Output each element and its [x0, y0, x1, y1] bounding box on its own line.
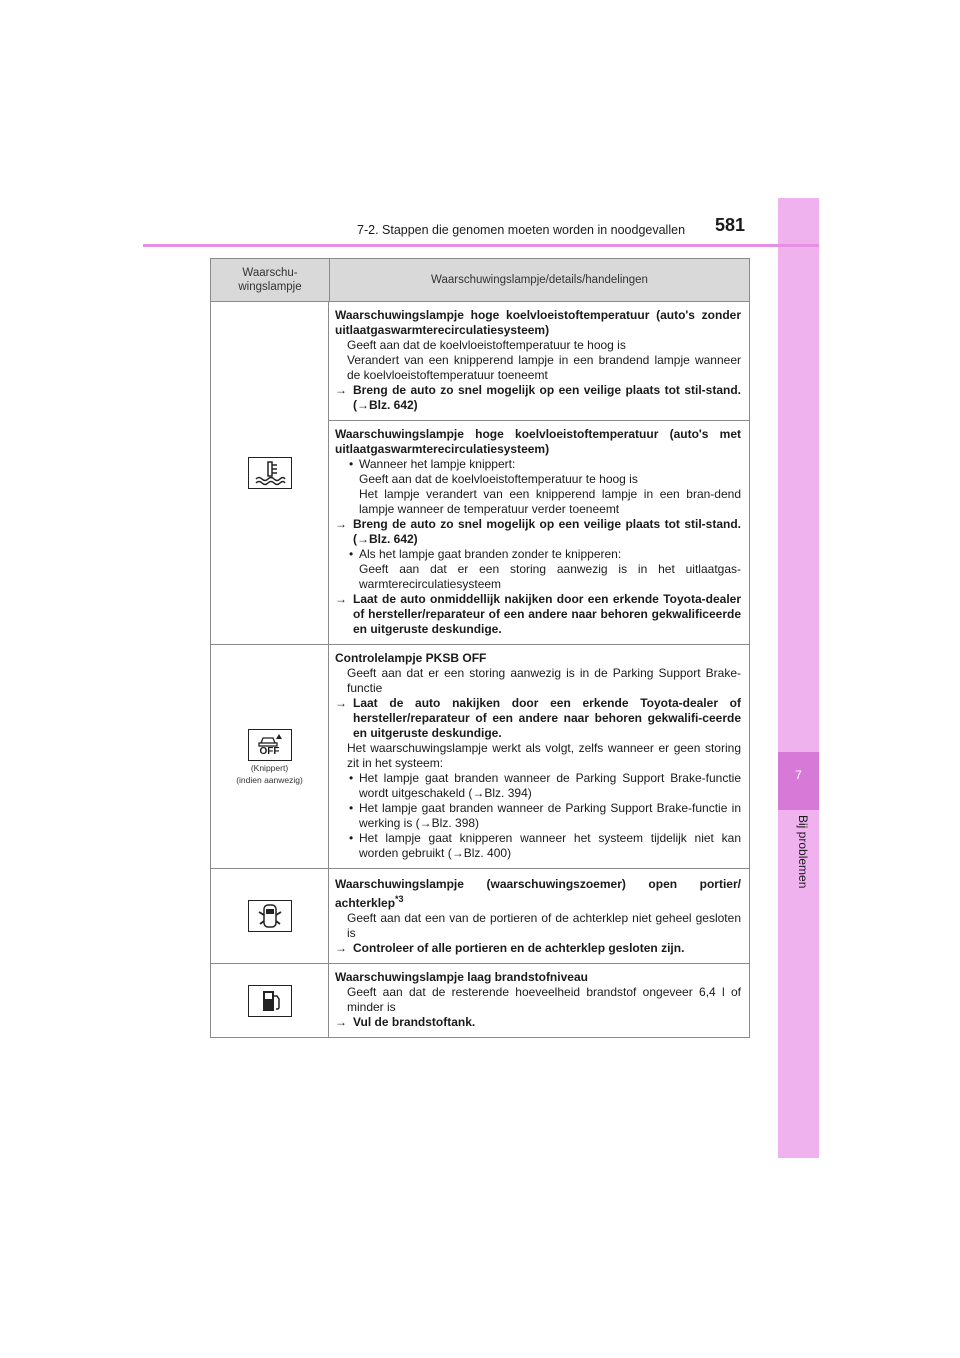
action-text: Laat de auto onmiddellijk nakijken door een erkende Toyota-dealer of hersteller/reparateur of een andere naar behoren gekwalificeerde en uitgeruste deskundige.	[353, 592, 741, 636]
col-header-lamp	[211, 259, 330, 301]
bullet-item: • Als het lampje gaat branden zonder te knipperen:	[349, 547, 622, 561]
warning-lights-table	[210, 258, 750, 1038]
entry-text: Verandert van een knipperend lampje in een brandend lampje wanneer de koelvloeistoftemperatuur toeneemt	[347, 353, 741, 382]
action-text: Breng de auto zo snel mogelijk op een veilige plaats tot stil-stand. (→Blz. 642)	[353, 517, 741, 546]
entry-title	[335, 877, 741, 911]
entry-title: Waarschuwingslampje laag brandstofniveau	[335, 970, 588, 984]
entry-text: Geeft aan dat een van de portieren of de achterklep niet geheel gesloten is	[347, 911, 741, 940]
bullet-item: • Wanneer het lampje knippert:	[349, 457, 516, 471]
action-item	[335, 941, 741, 956]
bullet-item: • Het lampje gaat branden wanneer de Parking Support Brake-functie wordt uitgeschakeld (→Blz. 394)	[349, 771, 741, 800]
action-text: Controleer of alle portieren en de achterklep gesloten zijn.	[353, 941, 685, 955]
open-door-icon	[248, 900, 292, 932]
section-title: 7-2. Stappen die genomen moeten worden in noodgevallen	[357, 223, 686, 237]
entry-text: Geeft aan dat de koelvloeistoftemperatuur te hoog is	[347, 338, 626, 352]
coolant-no-egr-entry	[329, 302, 749, 420]
chapter-label: Bij problemen	[796, 815, 810, 889]
bullet-text: Het lampje gaat knipperen wanneer het systeem tijdelijk niet kan worden gebruikt (→Blz. 400)	[359, 831, 741, 860]
open-door-entry	[329, 869, 749, 963]
details-cell	[329, 302, 749, 644]
bullet-text: Wanneer het lampje knippert:	[359, 457, 516, 471]
if-equipped-note: (indien aanwezig)	[236, 774, 303, 785]
chapter-number: 7	[795, 768, 802, 782]
bullet-item: • Het lampje gaat branden wanneer de Parking Support Brake-functie in werking is (→Blz. 398)	[349, 801, 741, 830]
entry-text: Geeft aan dat de koelvloeistoftemperatuur te hoog is	[359, 472, 638, 486]
blink-note: (Knippert)	[250, 762, 289, 773]
table-header	[211, 259, 749, 302]
action-item	[335, 383, 741, 413]
pksb-off-text: OFF	[259, 745, 280, 757]
icon-cell	[211, 869, 329, 963]
table-row	[211, 302, 749, 645]
fuel-pump-icon	[248, 985, 292, 1017]
action-item	[335, 696, 741, 741]
action-text: Laat de auto nakijken door een erkende Toyota-dealer of hersteller/reparateur of een andere naar behoren gekwalifi-ceerde en uitgeruste deskundige.	[353, 696, 741, 740]
entry-title: Controlelampje PKSB OFF	[335, 651, 487, 665]
table-row	[211, 645, 749, 869]
pksb-entry	[329, 645, 749, 868]
action-text: Vul de brandstoftank.	[353, 1015, 476, 1029]
entry-text: Geeft aan dat er een storing aanwezig is in het uitlaatgas-warmterecirculatiesysteem	[359, 562, 741, 591]
arrow-symbol: →	[335, 696, 347, 710]
arrow-symbol: →	[335, 383, 347, 397]
coolant-temperature-icon	[248, 457, 292, 489]
coolant-egr-entry	[329, 420, 749, 644]
details-cell	[329, 869, 749, 963]
bullet-item: • Het lampje gaat knipperen wanneer het systeem tijdelijk niet kan worden gebruikt (→Blz. 400)	[349, 831, 741, 860]
entry-title: Waarschuwingslampje hoge koelvloeistoftemperatuur (auto's zonder uitlaatgaswarmterecirculatiesysteem)	[335, 308, 741, 337]
entry-text: Het lampje verandert van een knipperend lampje in een bran-dend lampje wanneer de temperatuur verder toeneemt	[359, 487, 741, 516]
table-row	[211, 869, 749, 964]
details-cell	[329, 645, 749, 868]
details-cell	[329, 964, 749, 1037]
action-text: Breng de auto zo snel mogelijk op een veilige plaats tot stil-stand. (→Blz. 642)	[353, 383, 741, 412]
icon-cell	[211, 302, 329, 644]
entry-text: Geeft aan dat de resterende hoeveelheid brandstof ongeveer 6,4 l of minder is	[347, 985, 741, 1014]
action-item	[335, 517, 741, 547]
arrow-symbol: →	[335, 941, 347, 955]
entry-title: Waarschuwingslampje hoge koelvloeistoftemperatuur (auto's met uitlaatgaswarmterecirculatiesysteem)	[335, 427, 741, 456]
arrow-symbol: →	[335, 1015, 347, 1029]
action-item	[335, 592, 741, 637]
entry-text: Het waarschuwingslampje werkt als volgt, zelfs wanneer er geen storing zit in het systeem:	[347, 741, 741, 770]
icon-cell	[211, 964, 329, 1037]
action-item	[335, 1015, 741, 1030]
footnote-marker: *3	[395, 894, 404, 904]
page-number: 581	[715, 215, 746, 235]
entry-text: Geeft aan dat er een storing aanwezig is in de Parking Support Brake-functie	[347, 666, 741, 695]
header-rule	[143, 244, 819, 247]
fuel-entry	[329, 964, 749, 1037]
bullet-text: Het lampje gaat branden wanneer de Parking Support Brake-functie wordt uitgeschakeld (→Blz. 394)	[359, 771, 741, 800]
arrow-symbol: →	[335, 517, 347, 531]
col-header-details: Waarschuwingslampje/details/handelingen	[431, 274, 648, 286]
table-row	[211, 964, 749, 1037]
entry-title-text: Waarschuwingslampje (waarschuwingszoemer) open portier/ achterklep	[335, 877, 741, 910]
side-tab-strip	[778, 198, 819, 1158]
bullet-text: Het lampje gaat branden wanneer de Parking Support Brake-functie in werking is (→Blz. 398)	[359, 801, 741, 830]
bullet-text: Als het lampje gaat branden zonder te knipperen:	[359, 547, 622, 561]
icon-cell	[211, 645, 329, 868]
arrow-symbol: →	[335, 592, 347, 606]
pksb-off-icon	[248, 729, 292, 761]
col-header-lamp-text: Waarschu- wingslampje	[238, 267, 302, 293]
